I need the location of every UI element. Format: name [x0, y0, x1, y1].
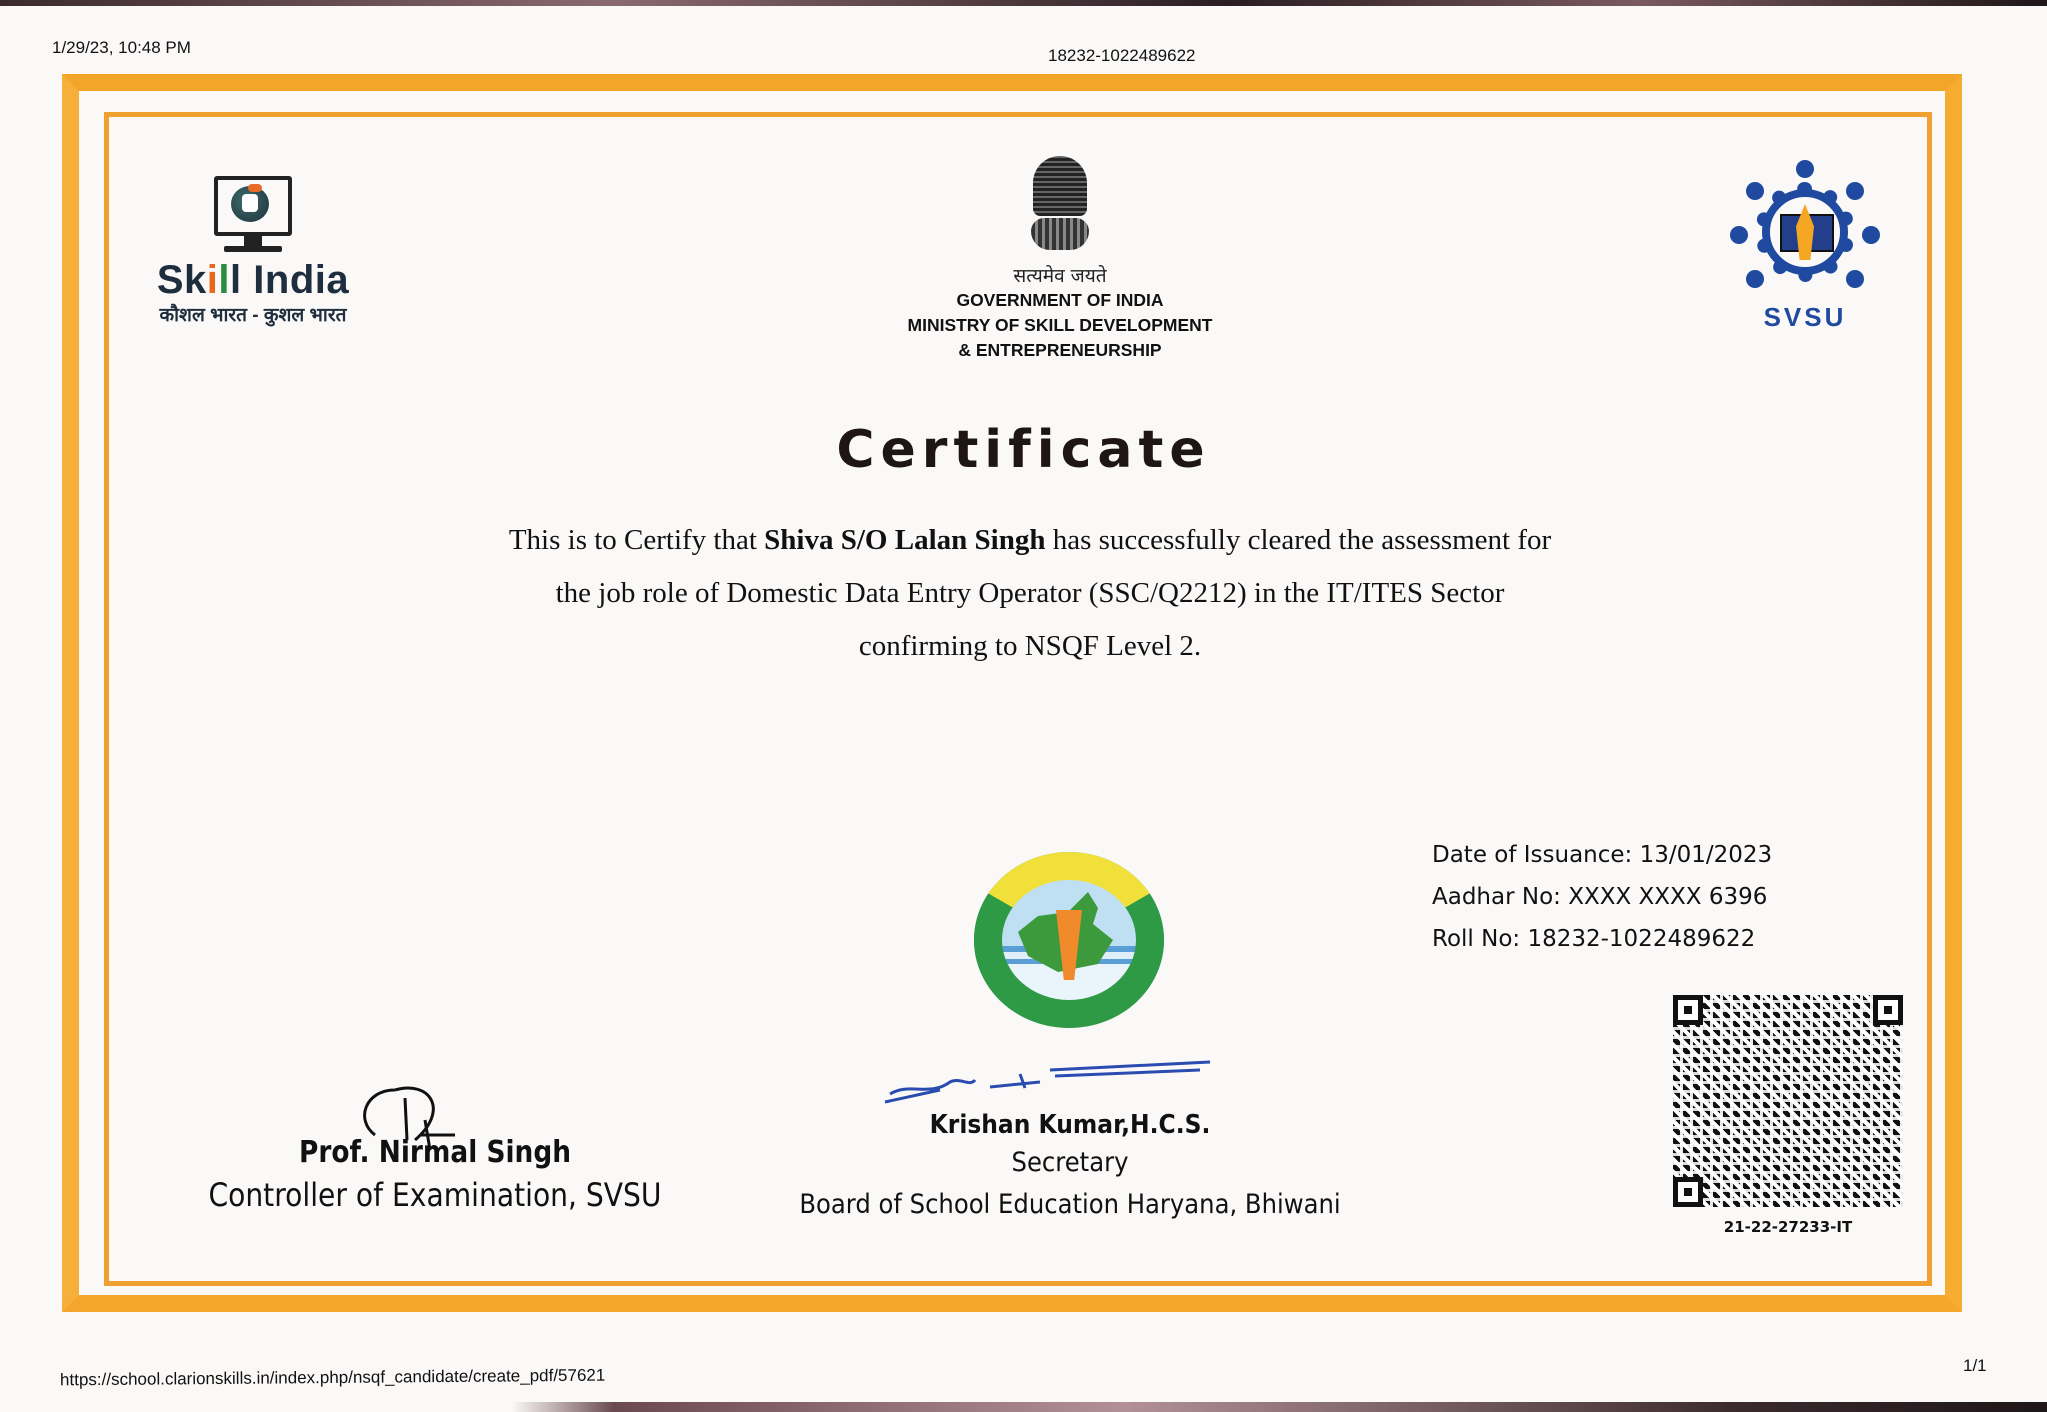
emblem-motto: सत्यमेव जयते [1013, 265, 1107, 287]
government-header [860, 156, 1260, 363]
roll-number: Roll No: 18232-1022489622 [1432, 926, 1756, 952]
signatory-controller [150, 1135, 720, 1214]
national-emblem-icon [1025, 156, 1095, 256]
qr-code-label: 21-22-27233-IT [1723, 1218, 1853, 1236]
skill-india-tagline: कौशल भारत - कुशल भारत [159, 305, 347, 326]
haryana-board-seal-icon [974, 852, 1164, 1028]
certificate-body: This is to Certify that Shiva S/O Lalan Singh has successfully cleared the assessment for the job role of Domestic Data Entry Operator (SSC/Q2212) in the IT/ITES Sector confirming to NSQF Level 2. [300, 514, 1760, 673]
svsu-logo [1705, 160, 1905, 333]
candidate-name: Shiva S/O Lalan Singh [764, 524, 1046, 556]
print-document-id: 18232-1022489622 [1048, 46, 1196, 65]
signatory-designation: Secretary [1011, 1147, 1129, 1178]
print-url: https://school.clarionskills.in/index.php/nsqf_candidate/create_pdf/57621 [59, 1365, 606, 1390]
aadhar-number: Aadhar No: XXXX XXXX 6396 [1432, 884, 1768, 910]
signatory-secretary [740, 1110, 1400, 1224]
gov-line-1: GOVERNMENT OF INDIA [956, 290, 1164, 310]
job-role-line: the job role of Domestic Data Entry Operator (SSC/Q2212) in the IT/ITES Sector [555, 577, 1505, 609]
nsqf-line: confirming to NSQF Level 2. [858, 630, 1202, 662]
certificate-title: Certificate [836, 420, 1211, 480]
skill-india-wordmark: Skill India [156, 258, 350, 302]
gov-line-3: & ENTREPRENEURSHIP [958, 340, 1162, 360]
scan-bottom-edge [0, 1402, 2047, 1412]
print-datetime: 1/29/23, 10:48 PM [52, 38, 191, 57]
scan-top-edge [0, 0, 2047, 6]
print-page-number: 1/1 [1963, 1356, 1987, 1375]
skill-india-logo [138, 176, 368, 327]
svsu-wordmark: SVSU [1763, 302, 1847, 332]
skill-india-monitor-icon [214, 176, 292, 236]
signature-krishan-kumar [880, 1052, 1220, 1112]
signatory-name: Krishan Kumar,H.C.S. [929, 1110, 1211, 1140]
certificate-details [1432, 834, 1772, 960]
qr-code-icon [1673, 995, 1903, 1207]
signatory-designation: Controller of Examination, SVSU [208, 1176, 662, 1214]
signatory-name: Prof. Nirmal Singh [298, 1135, 572, 1170]
gov-line-2: MINISTRY OF SKILL DEVELOPMENT [907, 315, 1213, 335]
svsu-gear-icon [1730, 160, 1880, 310]
issue-date: Date of Issuance: 13/01/2023 [1432, 842, 1773, 868]
signatory-organization: Board of School Education Haryana, Bhiwani [799, 1189, 1341, 1220]
